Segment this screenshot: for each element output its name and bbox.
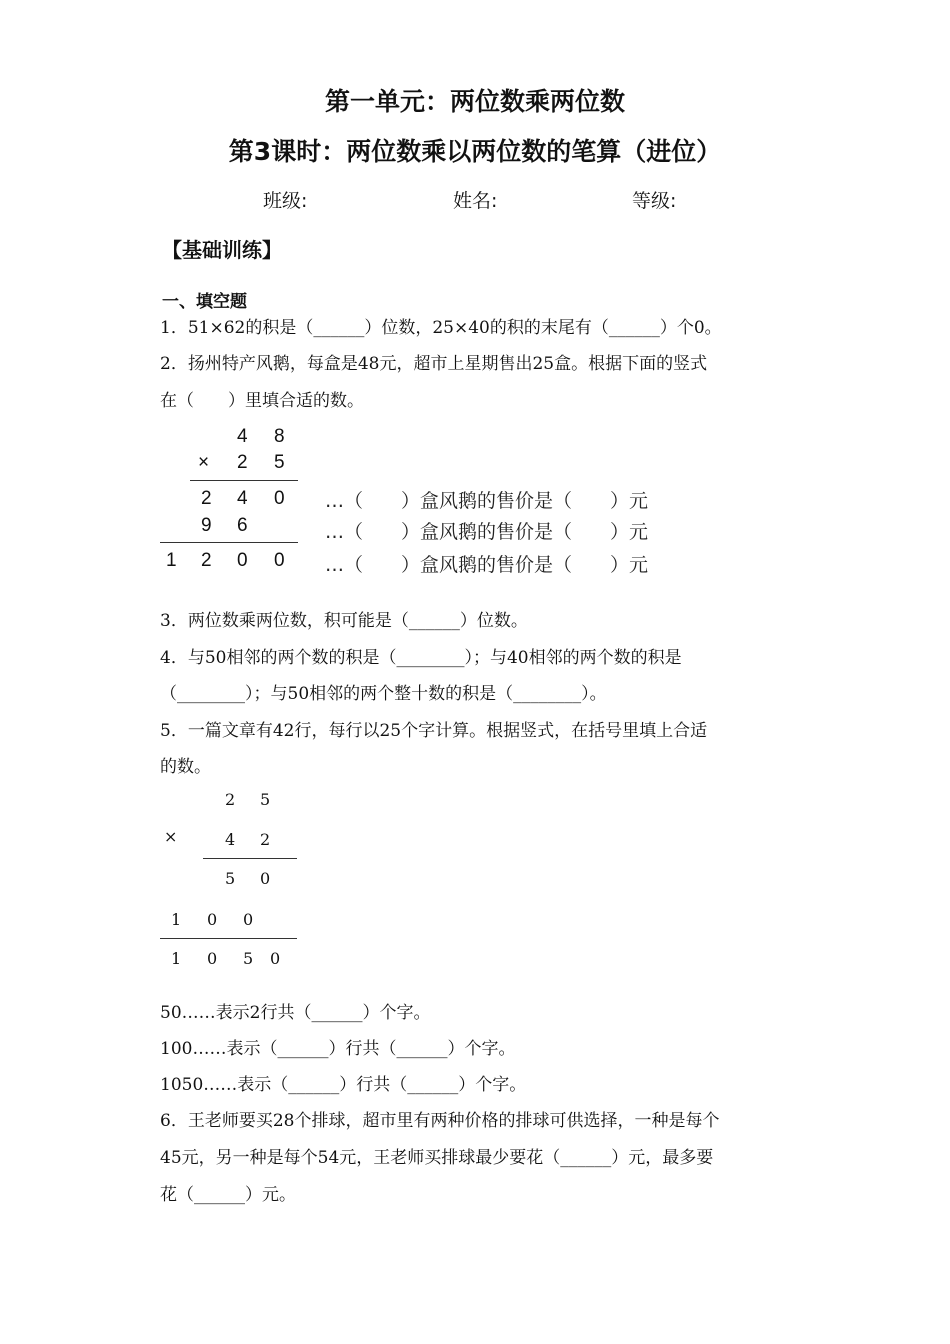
calc1-digit: 6 (237, 515, 248, 536)
question-4-line-2: （________）；与50相邻的两个整十数的积是（________）。 (160, 684, 607, 704)
question-6-line-3: 花（______）元。 (160, 1185, 296, 1205)
calc2-divider (203, 858, 297, 859)
calc1-digit: 8 (274, 426, 285, 447)
calc1-digit: 9 (201, 515, 212, 536)
question-2-line-2: 在（ ）里填合适的数。 (160, 391, 364, 411)
calc2-digit: 4 (225, 830, 236, 849)
lesson-subtitle: 第3课时：两位数乘以两位数的笔算（进位） (228, 137, 722, 166)
class-label: 班级: (263, 190, 308, 212)
question-5-b: 100……表示（______）行共（______）个字。 (160, 1039, 516, 1059)
calc1-digit: 4 (237, 426, 248, 447)
calc2-digit: 0 (207, 949, 218, 968)
times-sign: × (198, 452, 210, 473)
page-title: 第一单元：两位数乘两位数 (324, 87, 625, 116)
question-5-c: 1050……表示（______）行共（______）个字。 (160, 1075, 527, 1095)
calc1-digit: 0 (274, 550, 285, 571)
calc1-digit: 0 (274, 488, 285, 509)
calc1-digit: 4 (237, 488, 248, 509)
question-5-line-2: 的数。 (160, 757, 211, 777)
calc1-annotation: …（ ）盒风鹅的售价是（ ）元 (325, 490, 649, 512)
calc1-digit: 2 (201, 488, 212, 509)
question-6-line-1: 6．王老师要买28个排球，超市里有两种价格的排球可供选择，一种是每个 (160, 1111, 720, 1131)
calc2-digit: 0 (270, 949, 281, 968)
question-3: 3．两位数乘两位数，积可能是（______）位数。 (160, 611, 528, 631)
question-5-a: 50……表示2行共（______）个字。 (160, 1003, 431, 1023)
calc1-digit: 2 (201, 550, 212, 571)
calc1-annotation: …（ ）盒风鹅的售价是（ ）元 (325, 554, 649, 576)
calc2-digit: 0 (260, 869, 271, 888)
calc1-annotation: …（ ）盒风鹅的售价是（ ）元 (325, 521, 649, 543)
calc2-digit: 0 (243, 910, 254, 929)
calc1-digit: 2 (237, 452, 248, 473)
calc2-digit: 2 (225, 790, 236, 809)
calc1-digit: 1 (166, 550, 177, 571)
calc2-digit: 5 (260, 790, 271, 809)
question-6-line-2: 45元，另一种是每个54元，王老师买排球最少要花（______）元，最多要 (160, 1148, 714, 1168)
calc2-digit: 2 (260, 830, 271, 849)
calc1-divider (160, 542, 298, 543)
calc2-digit: 5 (243, 949, 254, 968)
calc1-digit: 5 (274, 452, 285, 473)
times-sign: × (164, 827, 178, 846)
calc2-digit: 0 (207, 910, 218, 929)
calc1-digit: 0 (237, 550, 248, 571)
name-label: 姓名: (453, 190, 498, 212)
calc2-digit: 1 (171, 949, 182, 968)
question-5-line-1: 5．一篇文章有42行，每行以25个字计算。根据竖式，在括号里填上合适 (160, 721, 708, 741)
question-1: 1．51×62的积是（______）位数，25×40的积的末尾有（______）个0。 (160, 318, 722, 338)
calc2-divider (160, 938, 297, 939)
question-2-line-1: 2．扬州特产风鹅，每盒是48元，超市上星期售出25盒。根据下面的竖式 (160, 354, 708, 374)
calc1-divider (190, 480, 298, 481)
question-4-line-1: 4．与50相邻的两个数的积是（________）；与40相邻的两个数的积是 (160, 648, 682, 668)
section-title: 【基础训练】 (162, 238, 282, 262)
calc2-digit: 5 (225, 869, 236, 888)
subsection-title: 一、填空题 (162, 292, 247, 312)
calc2-digit: 1 (171, 910, 182, 929)
grade-label: 等级: (632, 190, 677, 212)
